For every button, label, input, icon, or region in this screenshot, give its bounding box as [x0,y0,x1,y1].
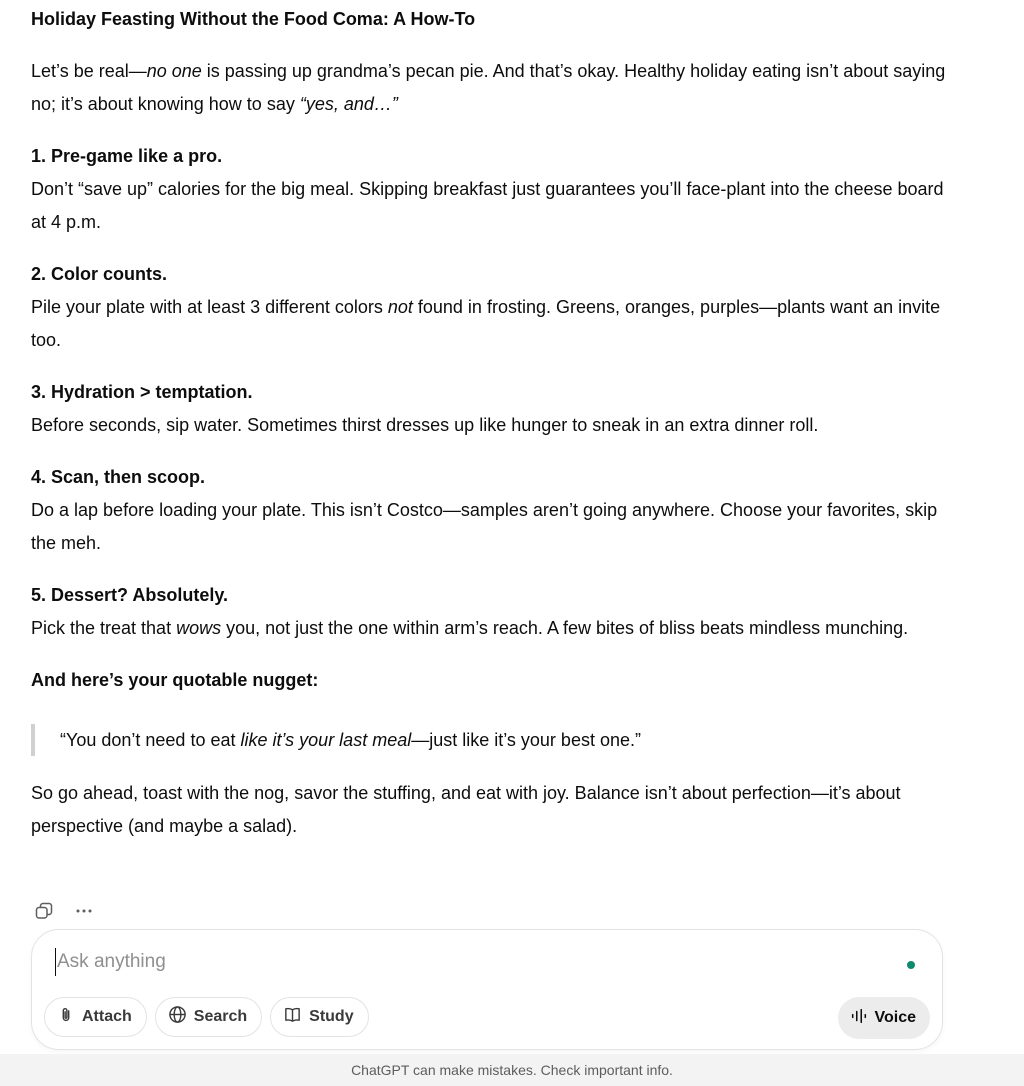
step-1 [31,140,951,239]
search-label: Search [193,1008,248,1025]
composer [31,929,943,1050]
disclaimer-footer [0,1054,1024,1086]
quote-text: “You don’t need to eat [60,730,241,750]
step-4 [31,461,951,560]
message-actions [31,898,97,924]
step-heading: 5. Dessert? Absolutely. [31,585,229,605]
step-body-emphasis: not [387,297,413,317]
quote-text: —just like it’s your best one.” [411,730,641,750]
step-2 [31,258,951,357]
step-5 [31,579,951,645]
voice-button[interactable] [838,997,931,1039]
assistant-message [31,0,951,843]
step-body [31,291,951,357]
step-body-text: Pick the treat that [31,618,177,638]
article-title: Holiday Feasting Without the Food Coma: A How-To [31,9,476,29]
voice-label: Voice [874,1009,916,1026]
search-button[interactable] [155,997,262,1037]
status-dot [907,961,915,969]
prompt-input[interactable] [55,948,877,976]
step-body [31,612,951,645]
intro-emphasis: no one [146,61,202,81]
study-button[interactable] [270,997,368,1037]
composer-tools [44,997,369,1037]
step-body-text: you, not just the one within arm’s reach. A few bites of bliss beats mindless munching. [221,618,909,638]
step-body: Before seconds, sip water. Sometimes thirst dresses up like hunger to sneak in an extra dinner roll. [31,415,819,435]
intro-paragraph [31,55,951,121]
waveform-icon [850,1007,868,1030]
step-heading: 4. Scan, then scoop. [31,467,206,487]
step-body-text: found in frosting. Greens, oranges, purples—plants want an invite too. [31,297,941,350]
globe-icon [168,1005,187,1029]
more-icon[interactable] [71,898,97,924]
study-label: Study [309,1008,354,1025]
disclaimer-text: ChatGPT can make mistakes. Check important info. [351,1062,673,1078]
step-3 [31,376,951,442]
attach-button[interactable] [44,997,147,1037]
copy-icon[interactable] [31,898,57,924]
closing-paragraph: So go ahead, toast with the nog, savor the stuffing, and eat with joy. Balance isn’t about perfection—it’s about perspective (and maybe a salad). [31,783,901,836]
step-body: Don’t “save up” calories for the big meal. Skipping breakfast just guarantees you’ll face-plant into the cheese board at 4 p.m. [31,179,944,232]
blockquote [31,724,951,756]
quote-emphasis: like it’s your last meal [240,730,412,750]
attach-label: Attach [82,1008,132,1025]
intro-text: is passing up grandma’s pecan pie. And that’s okay. Healthy holiday eating isn’t about saying no; it’s about knowing how to say [31,61,946,114]
step-body-emphasis: wows [176,618,222,638]
intro-emphasis: “yes, and…” [299,94,398,114]
book-icon [283,1005,302,1029]
step-heading: 1. Pre-game like a pro. [31,146,223,166]
intro-text: Let’s be real— [31,61,147,81]
step-body-text: Pile your plate with at least 3 different colors [31,297,388,317]
paperclip-icon [57,1006,75,1029]
quote-intro: And here’s your quotable nugget: [31,670,319,690]
step-heading: 3. Hydration > temptation. [31,382,253,402]
step-body: Do a lap before loading your plate. This isn’t Costco—samples aren’t going anywhere. Choose your favorites, skip the meh. [31,500,938,553]
step-heading: 2. Color counts. [31,264,168,284]
